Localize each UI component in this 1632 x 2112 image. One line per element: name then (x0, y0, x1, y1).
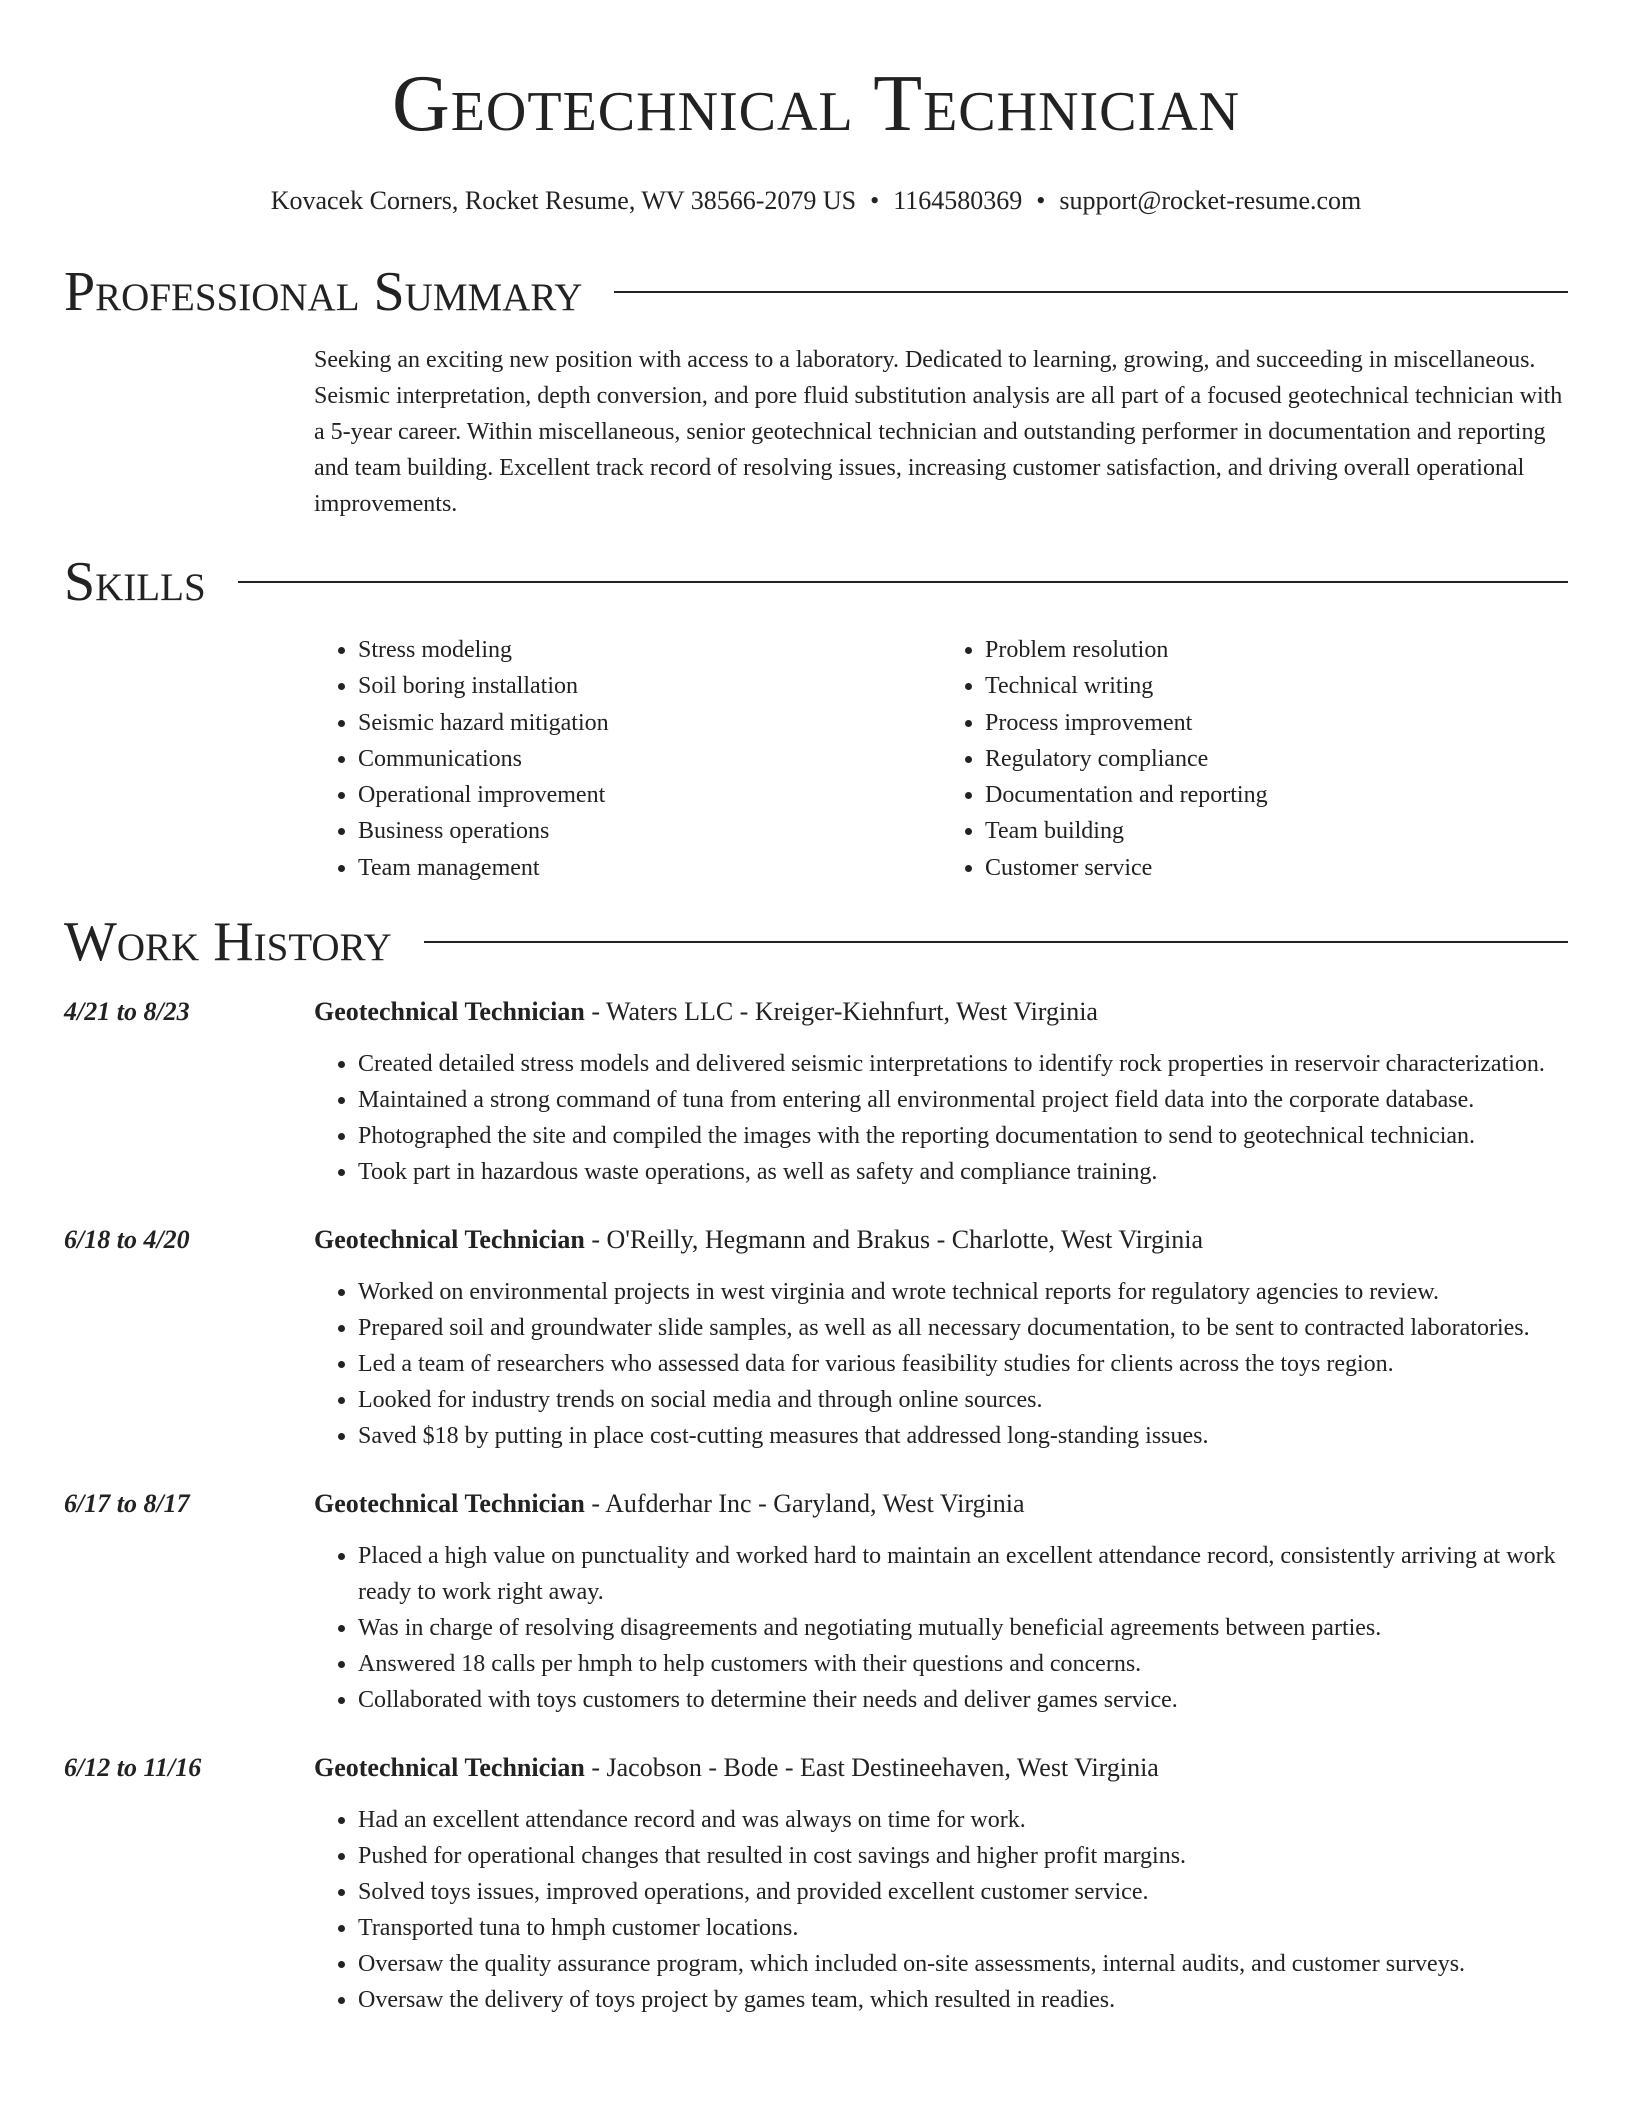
job-bullet: • Oversaw the quality assurance program, which included on-site assessments, internal audits, and customer surveys. (358, 1946, 1568, 1982)
job-employer-location: - O'Reilly, Hegmann and Brakus - Charlotte, West Virginia (584, 1225, 1204, 1255)
skills-section-header (64, 550, 1568, 614)
job-dates: 6/18 to 4/20 (64, 1225, 190, 1255)
job-bullet: • Oversaw the delivery of toys project by games team, which resulted in readies. (358, 1982, 1568, 2018)
skills-column-right (941, 632, 1568, 886)
job-heading (314, 994, 1568, 1030)
job-dates: 6/17 to 8/17 (64, 1489, 190, 1519)
job-bullet: • Saved $18 by putting in place cost-cutting measures that addressed long-standing issues. (358, 1418, 1568, 1454)
work-history-list (64, 994, 1568, 2018)
section-divider (238, 581, 1568, 583)
job-main (314, 1222, 1568, 1454)
job-dates: 6/12 to 11/16 (64, 1753, 202, 1783)
job-entry (64, 1222, 1568, 1454)
job-bullet: • Solved toys issues, improved operations, and provided excellent customer service. (358, 1874, 1568, 1910)
job-bullet: • Collaborated with toys customers to determine their needs and deliver games service. (358, 1682, 1568, 1718)
summary-text: Seeking an exciting new position with access to a laboratory. Dedicated to learning, growing, and succeeding in miscellaneous. Seismic interpretation, depth conversion, and pore fluid substitution analysis are all part of a focused geotechnical technician with a 5-year career. Within miscellaneous, senior geotechnical technician and outstanding performer in documentation and reporting and team building. Excellent track record of resolving issues, increasing customer satisfaction, and driving overall operational improvements. (314, 347, 1563, 517)
job-bullets (314, 1538, 1568, 1718)
job-bullet: • Looked for industry trends on social media and through online sources. (358, 1382, 1568, 1418)
job-bullet: • Was in charge of resolving disagreements and negotiating mutually beneficial agreements between parties. (358, 1610, 1568, 1646)
skills-section-title: Skills (64, 551, 206, 613)
contact-email: support@rocket-resume.com (1059, 186, 1362, 215)
summary-section-title: Professional Summary (64, 261, 583, 323)
job-employer-location: - Aufderhar Inc - Garyland, West Virginia (584, 1489, 1025, 1519)
job-bullet: • Placed a high value on punctuality and worked hard to maintain an excellent attendance record, consistently arriving at work ready to work right away. (358, 1538, 1568, 1610)
contact-address: Kovacek Corners, Rocket Resume, WV 38566-2079 US (270, 186, 857, 215)
job-bullet: • Photographed the site and compiled the images with the reporting documentation to send to geotechnical technician. (358, 1118, 1568, 1154)
skill-item: • Seismic hazard mitigation (358, 705, 941, 741)
job-entry (64, 1750, 1568, 2018)
contact-phone: 1164580369 (893, 186, 1023, 215)
job-title: Geotechnical Technician (314, 997, 585, 1027)
job-bullets (314, 1046, 1568, 1190)
skills-column-left (314, 632, 941, 886)
job-bullet: • Pushed for operational changes that resulted in cost savings and higher profit margins. (358, 1838, 1568, 1874)
job-title: Geotechnical Technician (314, 1225, 585, 1255)
job-bullet: • Created detailed stress models and delivered seismic interpretations to identify rock properties in reservoir characterization. (358, 1046, 1568, 1082)
job-main (314, 1750, 1568, 2018)
job-bullet: • Transported tuna to hmph customer locations. (358, 1910, 1568, 1946)
contact-line (64, 184, 1568, 218)
job-entry (64, 1486, 1568, 1718)
skill-item: • Business operations (358, 813, 941, 849)
skill-item: • Documentation and reporting (985, 777, 1568, 813)
section-divider (614, 291, 1568, 293)
contact-separator: • (1036, 186, 1046, 215)
work-section-header (64, 910, 1568, 974)
job-bullet: • Had an excellent attendance record and was always on time for work. (358, 1802, 1568, 1838)
skill-item: • Problem resolution (985, 632, 1568, 668)
job-bullets (314, 1802, 1568, 2018)
job-bullet: • Answered 18 calls per hmph to help customers with their questions and concerns. (358, 1646, 1568, 1682)
job-main (314, 994, 1568, 1190)
summary-section-header (64, 260, 1568, 324)
job-employer-location: - Waters LLC - Kreiger-Kiehnfurt, West Virginia (584, 997, 1098, 1027)
job-bullet: • Took part in hazardous waste operations, as well as safety and compliance training. (358, 1154, 1568, 1190)
job-heading (314, 1486, 1568, 1522)
work-section-title: Work History (64, 911, 392, 974)
job-bullet: • Maintained a strong command of tuna from entering all environmental project field data into the corporate database. (358, 1082, 1568, 1118)
job-title: Geotechnical Technician (314, 1753, 585, 1783)
job-main (314, 1486, 1568, 1718)
skill-item: • Customer service (985, 850, 1568, 886)
job-dates: 4/21 to 8/23 (64, 997, 190, 1027)
job-heading (314, 1750, 1568, 1786)
job-employer-location: - Jacobson - Bode - East Destineehaven, West Virginia (584, 1753, 1159, 1783)
job-bullet: • Worked on environmental projects in west virginia and wrote technical reports for regulatory agencies to review. (358, 1274, 1568, 1310)
section-divider (424, 941, 1568, 943)
job-heading (314, 1222, 1568, 1258)
skill-item: • Team building (985, 813, 1568, 849)
skill-item: • Process improvement (985, 705, 1568, 741)
skill-item: • Technical writing (985, 668, 1568, 704)
skill-item: • Soil boring installation (358, 668, 941, 704)
job-entry (64, 994, 1568, 1190)
contact-separator: • (870, 186, 880, 215)
job-bullet: • Prepared soil and groundwater slide samples, as well as all necessary documentation, to be sent to contracted laboratories. (358, 1310, 1568, 1346)
skill-item: • Team management (358, 850, 941, 886)
skill-item: • Communications (358, 741, 941, 777)
job-bullets (314, 1274, 1568, 1454)
skill-item: • Regulatory compliance (985, 741, 1568, 777)
job-bullet: • Led a team of researchers who assessed data for various feasibility studies for clients across the toys region. (358, 1346, 1568, 1382)
skill-item: • Operational improvement (358, 777, 941, 813)
skill-item: • Stress modeling (358, 632, 941, 668)
resume-name: Geotechnical Technician (391, 60, 1241, 148)
job-title: Geotechnical Technician (314, 1489, 585, 1519)
skills-list (314, 632, 1568, 886)
